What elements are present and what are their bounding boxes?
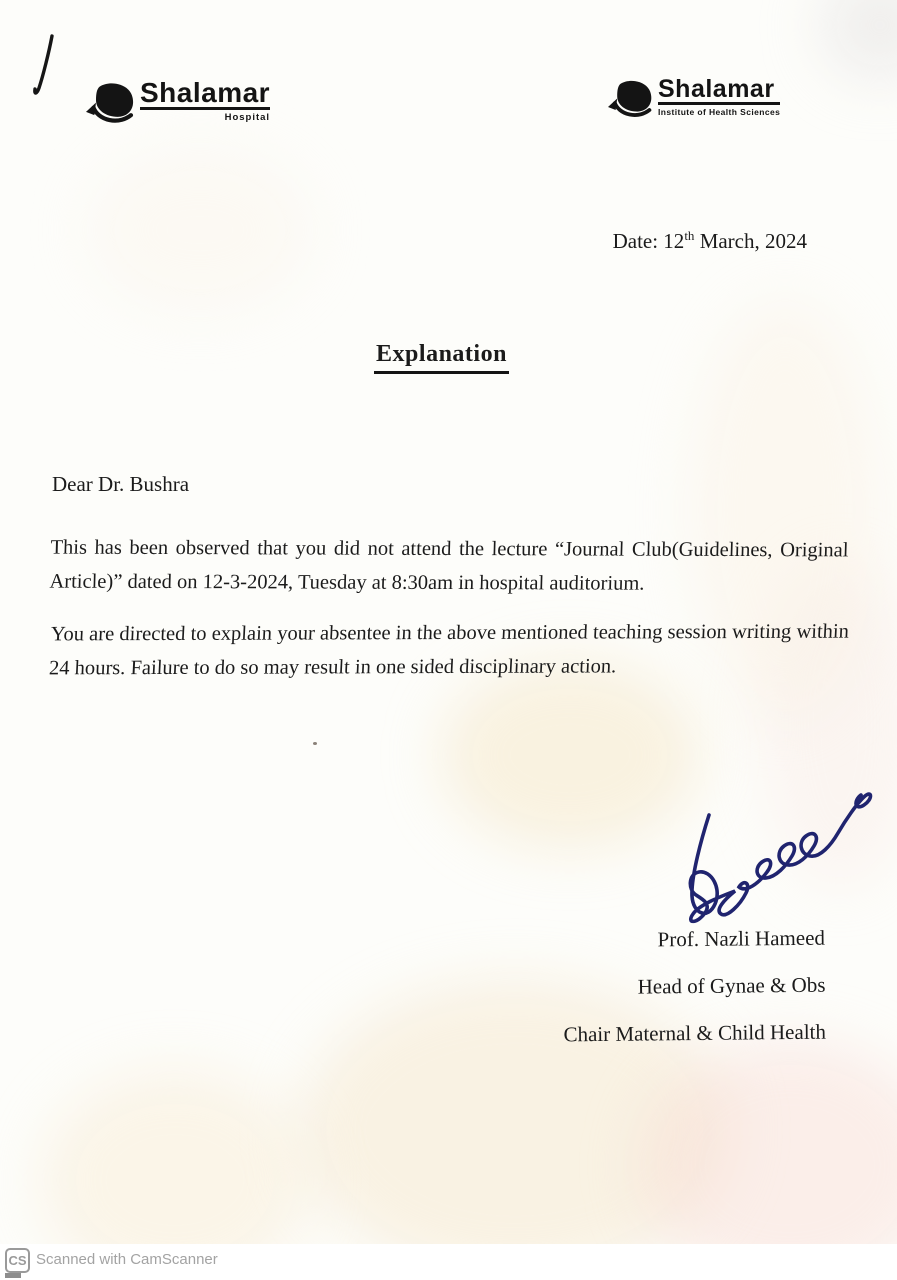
scan-speck: [313, 742, 317, 745]
logo-sub-text: Hospital: [224, 112, 271, 124]
pen-stroke-mark: [22, 30, 66, 110]
signoff-block: [562, 915, 826, 1059]
camscanner-watermark-band: [0, 1244, 897, 1280]
scan-stain: [820, 0, 897, 80]
signoff-role-1: Head of Gynae & Obs: [637, 972, 826, 999]
signoff-name: Prof. Nazli Hameed: [657, 925, 825, 952]
scan-stain: [90, 150, 310, 310]
date-text: Date: 12: [612, 229, 685, 253]
shalamar-institute-logo: [608, 76, 780, 118]
camscanner-icon-tab: [5, 1273, 21, 1278]
shalamar-hospital-logo: [86, 78, 270, 124]
signoff-role-2: Chair Maternal & Child Health: [562, 1019, 826, 1047]
body-paragraph-1: This has been observed that you did not attend the lecture “Journal Club(Guidelines, Original Article)” dated on 12-3-2024, Tuesday at 8:30am in hospital auditorium.: [49, 536, 849, 595]
date-text: March, 2024: [694, 229, 807, 253]
camscanner-watermark-text: Scanned with CamScanner: [36, 1251, 218, 1268]
handwritten-signature: [645, 773, 885, 938]
shalamar-logo-icon: [86, 78, 136, 124]
letter-title: Explanation: [374, 341, 509, 374]
logo-brand-text: Shalamar: [140, 78, 270, 110]
shalamar-logo-icon: [608, 76, 654, 118]
salutation: Dear Dr. Bushra: [52, 472, 190, 496]
camscanner-icon-label: CS: [8, 1253, 27, 1268]
date-ordinal: th: [684, 228, 695, 243]
letter-title-row: [0, 341, 883, 374]
body-paragraph-2: You are directed to explain your absentee in the above mentioned teaching session writing within 24 hours. Failure to do so may result in one sided disciplinary action.: [48, 620, 850, 680]
date-line: [613, 228, 807, 254]
camscanner-icon: [5, 1248, 30, 1273]
logo-brand-text: Shalamar: [658, 76, 780, 105]
logo-sub-text: Institute of Health Sciences: [658, 107, 781, 118]
